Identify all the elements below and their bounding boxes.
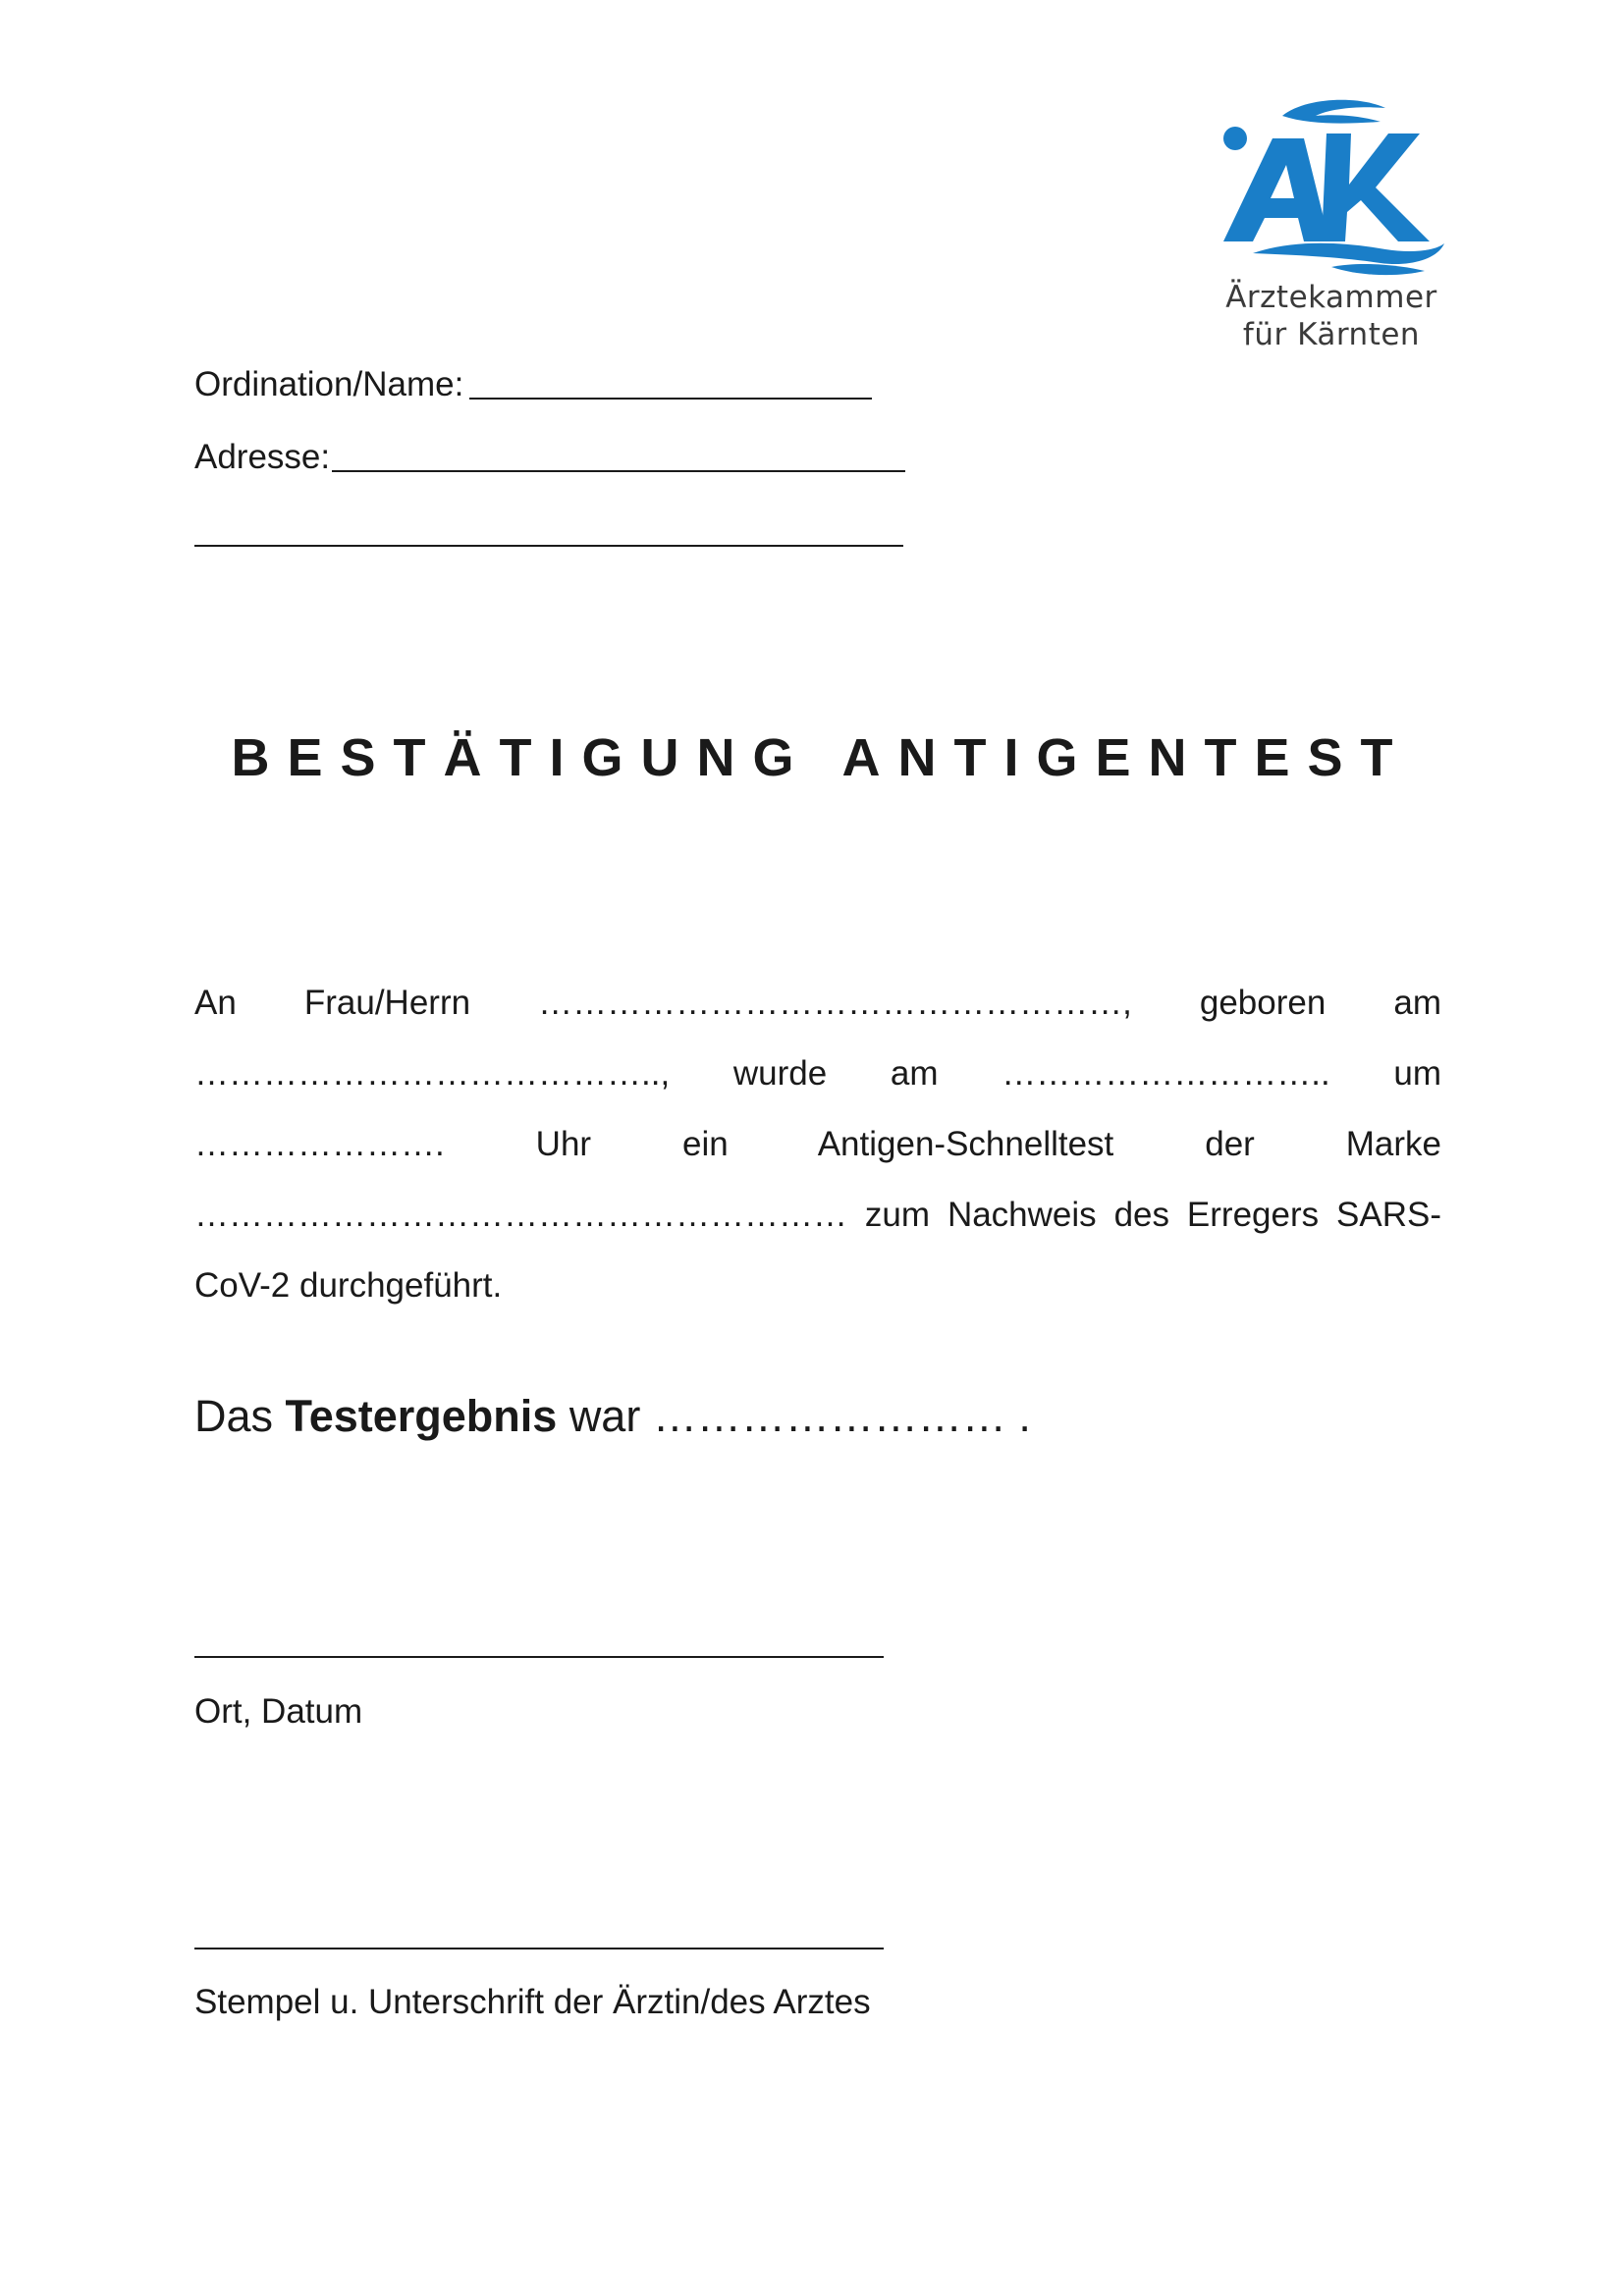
aerztekammer-logo	[1214, 94, 1449, 361]
stamp-signature-label: Stempel u. Unterschrift der Ärztin/des Arztes	[194, 1983, 871, 2021]
place-date-line[interactable]	[194, 1656, 884, 1658]
aek-logo-mark	[1214, 94, 1449, 281]
stamp-signature-line[interactable]	[194, 1948, 884, 1949]
address-field	[194, 436, 905, 479]
place-date-label: Ort, Datum	[194, 1692, 363, 1731]
address-line-2[interactable]	[194, 545, 903, 547]
logo-text-kaernten: für Kärnten	[1242, 317, 1421, 352]
result-bold-label: Testergebnis	[285, 1391, 558, 1441]
confirmation-text: An Frau/Herrn ……………………………………………, geboren am ………………………………….., wurde am ……………………….. um …………………. Uhr ein Antigen-Schnelltest der Marke ………………………………………………… zum Nachweis des Erregers SARS-CoV-2 durchgeführt.	[194, 984, 1441, 1305]
address-label: Adresse:	[194, 438, 331, 476]
ordination-name-line[interactable]	[469, 398, 872, 400]
logo-text-aerztekammer: Ärztekammer	[1225, 280, 1437, 315]
result-suffix: war …………………… .	[568, 1391, 1031, 1441]
document-title: BESTÄTIGUNG ANTIGENTEST	[231, 728, 1411, 787]
address-line[interactable]	[332, 470, 905, 472]
ordination-name-field	[194, 363, 872, 406]
test-result-line	[194, 1388, 1031, 1445]
result-prefix: Das	[194, 1391, 274, 1441]
ordination-name-label: Ordination/Name:	[194, 365, 464, 403]
